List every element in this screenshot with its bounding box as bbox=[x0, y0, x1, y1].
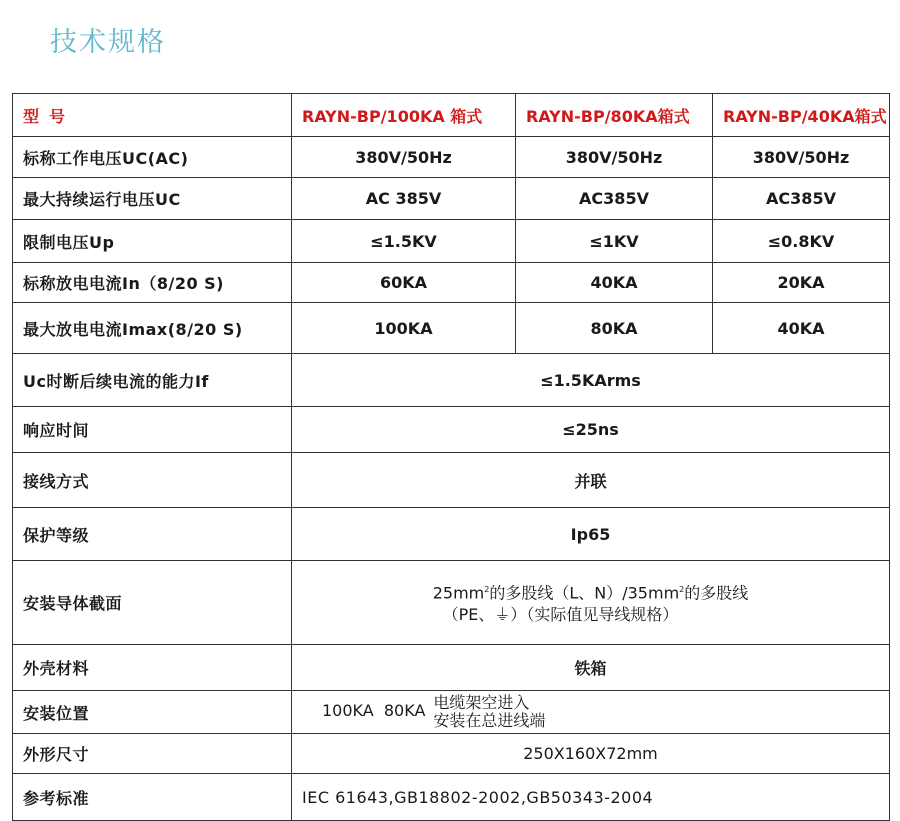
row-label: 最大放电电流Imax(8/20 S) bbox=[13, 303, 292, 354]
cell-value: ≤0.8KV bbox=[713, 220, 890, 263]
row-label: Uc时断后续电流的能力If bbox=[13, 354, 292, 407]
table-row bbox=[13, 453, 890, 508]
cell-value: 40KA bbox=[516, 263, 713, 303]
cell-value: ≤1.5KArms bbox=[292, 354, 890, 407]
cell-value: AC385V bbox=[713, 178, 890, 220]
cell-value: AC385V bbox=[516, 178, 713, 220]
ground-icon: ⏚ bbox=[494, 605, 511, 625]
cell-value: 380V/50Hz bbox=[713, 137, 890, 178]
table-row bbox=[13, 220, 890, 263]
table-row bbox=[13, 734, 890, 774]
cell-value: Ip65 bbox=[292, 508, 890, 561]
cell-value: 20KA bbox=[713, 263, 890, 303]
row-label: 响应时间 bbox=[13, 407, 292, 453]
location-value bbox=[292, 691, 890, 734]
table-row bbox=[13, 178, 890, 220]
cell-value: 60KA bbox=[292, 263, 516, 303]
row-label: 安装位置 bbox=[13, 691, 292, 734]
cell-value: ≤1KV bbox=[516, 220, 713, 263]
table-row bbox=[13, 691, 890, 734]
cell-value: 100KA bbox=[292, 303, 516, 354]
row-label: 安装导体截面 bbox=[13, 561, 292, 645]
conductor-value bbox=[292, 561, 890, 645]
row-label: 接线方式 bbox=[13, 453, 292, 508]
model-100ka-header: RAYN-BP/100KA 箱式 bbox=[292, 94, 516, 137]
model-80ka-header: RAYN-BP/80KA箱式 bbox=[516, 94, 713, 137]
cell-value: 80KA bbox=[516, 303, 713, 354]
cell-value: AC 385V bbox=[292, 178, 516, 220]
cell-value: 250X160X72mm bbox=[292, 734, 890, 774]
cell-value: IEC 61643,GB18802-2002,GB50343-2004 bbox=[292, 774, 890, 821]
table-row bbox=[13, 774, 890, 821]
row-label: 保护等级 bbox=[13, 508, 292, 561]
cell-value: 380V/50Hz bbox=[292, 137, 516, 178]
cell-value: ≤1.5KV bbox=[292, 220, 516, 263]
row-label: 外壳材料 bbox=[13, 645, 292, 691]
table-row bbox=[13, 561, 890, 645]
cell-value: 40KA bbox=[713, 303, 890, 354]
location-line-2: 安装在总进线端 bbox=[433, 711, 546, 730]
table-row bbox=[13, 645, 890, 691]
row-label: 外形尺寸 bbox=[13, 734, 292, 774]
spec-table bbox=[12, 93, 890, 821]
cell-value: 380V/50Hz bbox=[516, 137, 713, 178]
table-row bbox=[13, 407, 890, 453]
cell-value: 并联 bbox=[292, 453, 890, 508]
location-models: 100KA 80KA bbox=[322, 701, 426, 720]
cell-value: ≤25ns bbox=[292, 407, 890, 453]
location-line-1: 电缆架空进入 bbox=[433, 693, 530, 712]
page-title: 技术规格 bbox=[50, 27, 166, 58]
cell-value: 铁箱 bbox=[292, 645, 890, 691]
conductor-line-2: （PE、⏚）（实际值见导线规格） bbox=[442, 605, 679, 625]
model-header-label: 型号 bbox=[13, 94, 292, 137]
model-40ka-header: RAYN-BP/40KA箱式 bbox=[713, 94, 890, 137]
row-label: 参考标准 bbox=[13, 774, 292, 821]
row-label: 标称工作电压UC(AC) bbox=[13, 137, 292, 178]
table-row bbox=[13, 303, 890, 354]
table-row bbox=[13, 263, 890, 303]
table-row bbox=[13, 508, 890, 561]
table-row bbox=[13, 137, 890, 178]
row-label: 标称放电电流In（8/20 S) bbox=[13, 263, 292, 303]
conductor-line-1: $25mm^2$的多股线（L、$N)/35mm^2$的多股线 bbox=[432, 583, 749, 603]
row-label: 限制电压Up bbox=[13, 220, 292, 263]
row-label: 最大持续运行电压UC bbox=[13, 178, 292, 220]
table-header-row bbox=[13, 94, 890, 137]
table-row bbox=[13, 354, 890, 407]
